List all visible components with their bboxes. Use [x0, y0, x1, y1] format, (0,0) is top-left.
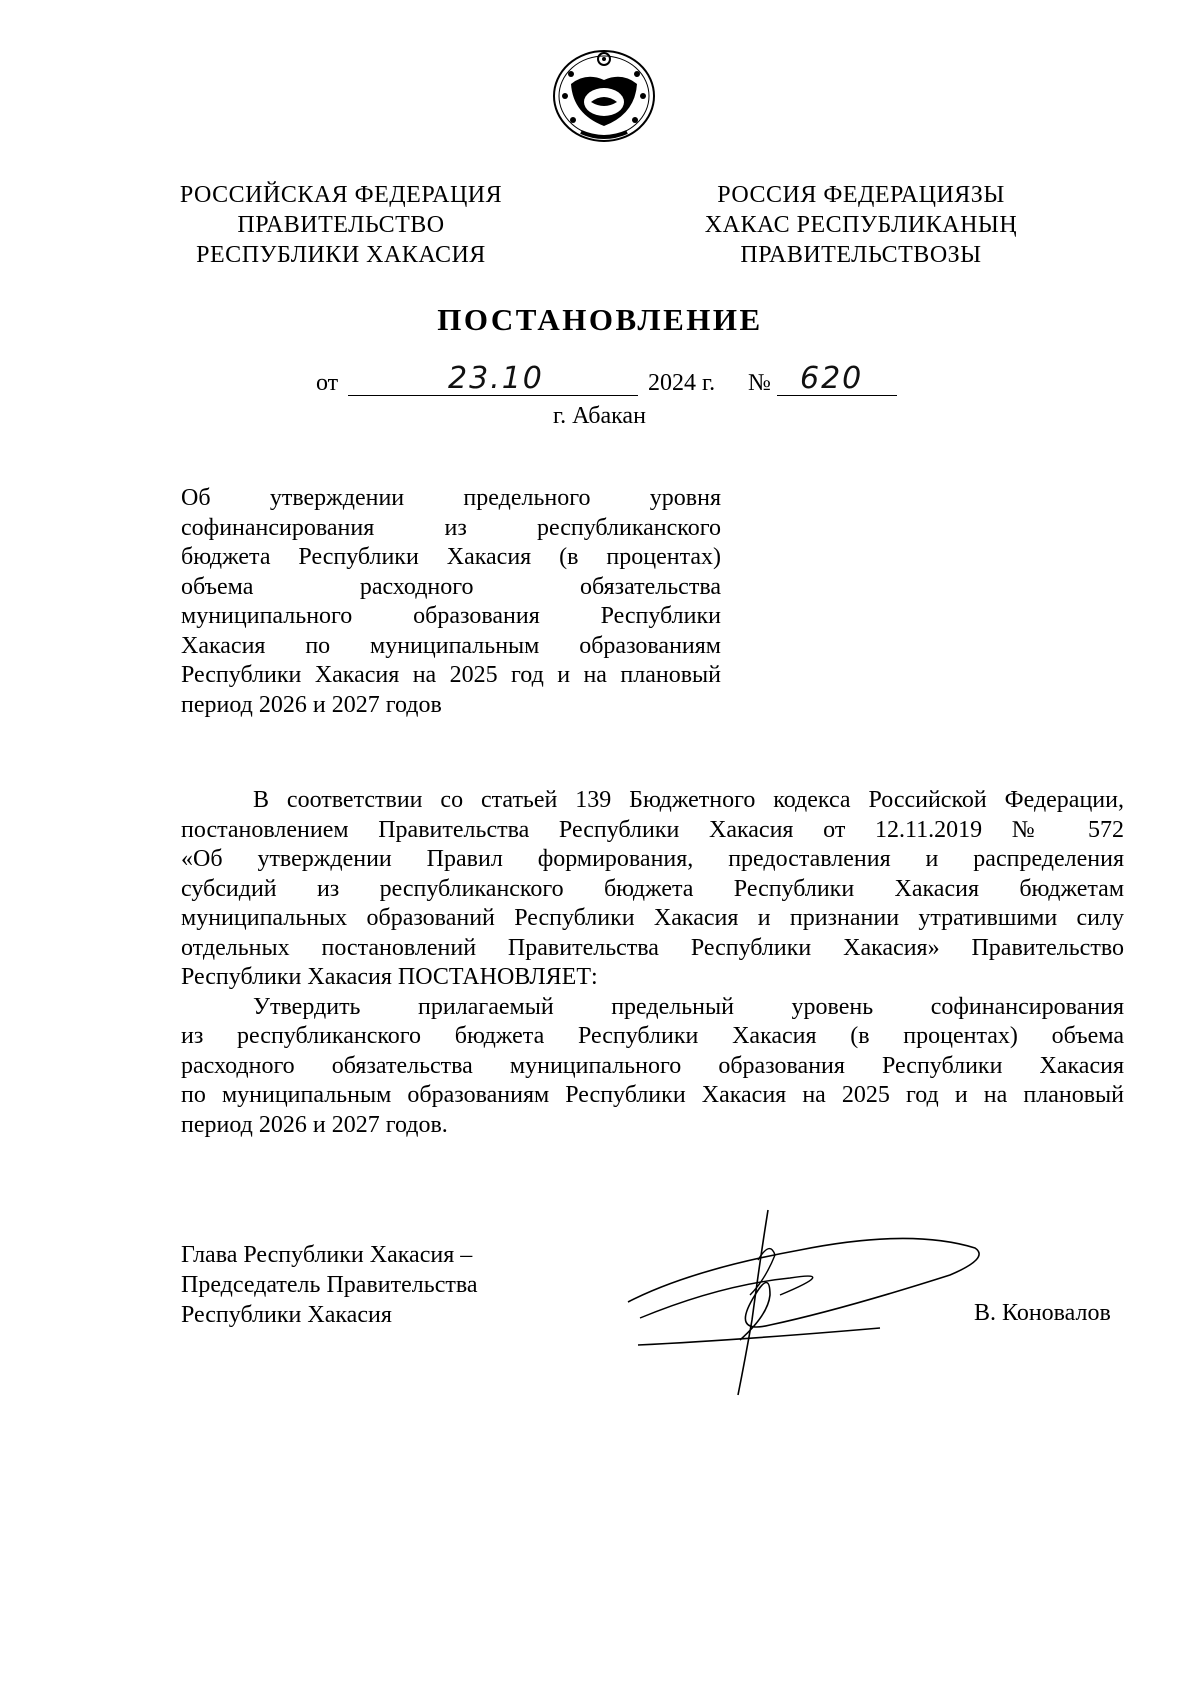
number-sign: № [748, 370, 771, 396]
header-left-line: ПРАВИТЕЛЬСТВО [237, 212, 445, 238]
coat-of-arms-icon [551, 44, 657, 144]
body-line: В соответствии со статьей 139 Бюджетного кодекса Российской Федерации, [253, 787, 1124, 813]
header-right-line: РОССИЯ ФЕДЕРАЦИЯЗЫ [717, 182, 1005, 208]
subject-line: муниципального образования Республики [181, 603, 721, 629]
body-line: из республиканского бюджета Республики Хакасия (в процентах) объема [181, 1023, 1124, 1049]
header-left-line: РЕСПУБЛИКИ ХАКАСИЯ [196, 242, 486, 268]
body-line: муниципальных образований Республики Хакасия и признании утратившими силу [181, 905, 1124, 931]
body-line: постановлением Правительства Республики Хакасия от 12.11.2019 № 572 [181, 816, 1124, 843]
header-left [166, 180, 516, 270]
date-number-row [0, 361, 1200, 401]
subject-line: Об утверждении предельного уровня [181, 485, 721, 511]
document-title: ПОСТАНОВЛЕНИЕ [437, 302, 763, 337]
header-left-line: РОССИЙСКАЯ ФЕДЕРАЦИЯ [179, 182, 503, 208]
body-line: «Об утверждении Правил формирования, предоставления и распределения [181, 846, 1124, 872]
document-body [181, 786, 1124, 1140]
signatory-title [181, 1240, 541, 1330]
subject-line: бюджета Республики Хакасия (в процентах) [181, 544, 721, 570]
handwritten-number: 620 [800, 361, 864, 396]
date-prefix: от [316, 370, 339, 396]
subject-line: период 2026 и 2027 годов [181, 691, 442, 718]
subject-line: объема расходного обязательства [181, 573, 721, 600]
year-label: 2024 г. [648, 370, 716, 396]
header-right-line: ПРАВИТЕЛЬСТВОЗЫ [740, 242, 982, 268]
city-label: г. Абакан [553, 403, 646, 429]
body-line: отдельных постановлений Правительства Республики Хакасия» Правительство [181, 934, 1124, 961]
subject-line: Республики Хакасия на 2025 год и на плановый [181, 662, 721, 688]
body-line: Утвердить прилагаемый предельный уровень софинансирования [253, 993, 1124, 1020]
body-line: Республики Хакасия ПОСТАНОВЛЯЕТ: [181, 964, 598, 990]
subject-line: софинансирования из республиканского [181, 514, 721, 541]
handwritten-signature [620, 1200, 990, 1400]
body-line: по муниципальным образованиям Республики Хакасия на 2025 год и на плановый [181, 1082, 1124, 1108]
header-right-line: ХАКАС РЕСПУБЛИКАНЫҢ [704, 212, 1018, 238]
header-right [686, 180, 1036, 270]
body-line: период 2026 и 2027 годов. [181, 1111, 448, 1138]
subject-line: Хакасия по муниципальным образованиям [181, 632, 721, 659]
body-line: расходного обязательства муниципального образования Республики Хакасия [181, 1052, 1124, 1079]
signatory-title-line: Глава Республики Хакасия – [181, 1242, 473, 1268]
handwritten-date: 23.10 [448, 361, 544, 396]
signatory-title-line: Республики Хакасия [181, 1302, 392, 1328]
document-subject [181, 484, 721, 720]
signatory-title-line: Председатель Правительства [181, 1272, 478, 1298]
signatory-name: В. Коновалов [974, 1300, 1111, 1326]
body-line: субсидий из республиканского бюджета Республики Хакасия бюджетам [181, 875, 1124, 902]
